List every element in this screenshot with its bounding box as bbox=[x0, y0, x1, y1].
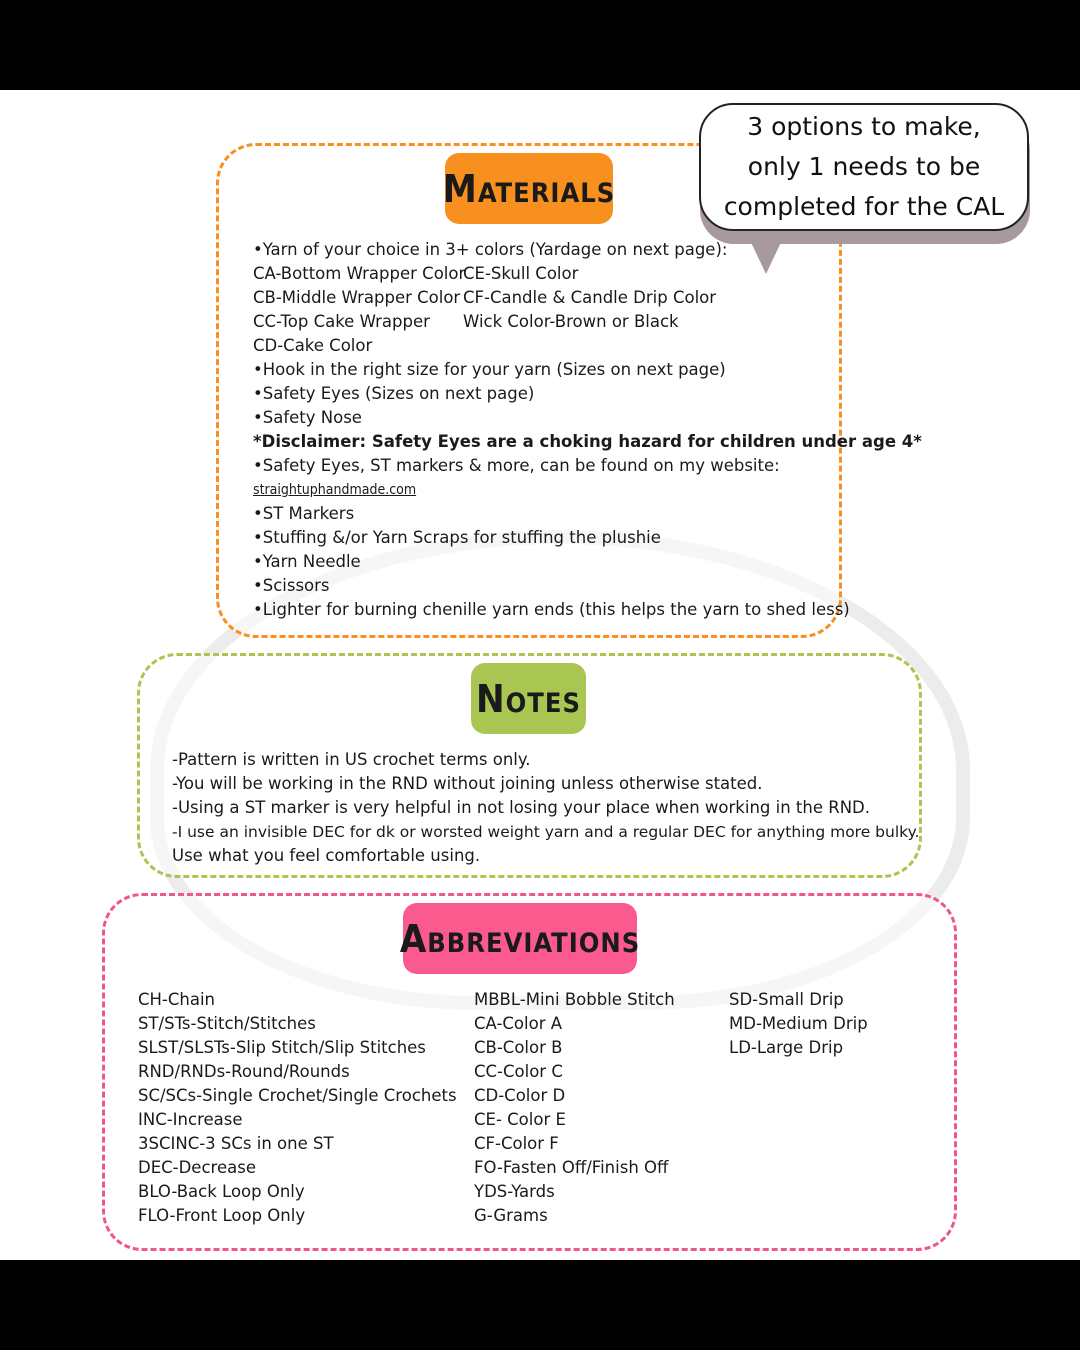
abbreviation-item: CA-Color A bbox=[474, 1014, 563, 1033]
abbreviation-item: FO-Fasten Off/Finish Off bbox=[474, 1158, 669, 1177]
materials-line: CA-Bottom Wrapper Color bbox=[253, 264, 466, 283]
abbreviation-item: YDS-Yards bbox=[474, 1182, 555, 1201]
materials-line: •ST Markers bbox=[253, 504, 355, 523]
abbreviation-item: CF-Color F bbox=[474, 1134, 559, 1153]
abbreviation-item: SD-Small Drip bbox=[729, 990, 844, 1009]
materials-line: •Safety Eyes (Sizes on next page) bbox=[253, 384, 535, 403]
materials-color-list bbox=[463, 262, 716, 334]
abbreviation-item: FLO-Front Loop Only bbox=[138, 1206, 306, 1225]
speech-bubble-tail bbox=[748, 236, 784, 274]
abbreviations-column-3 bbox=[729, 988, 868, 1060]
abbreviation-item: RND/RNDs-Round/Rounds bbox=[138, 1062, 350, 1081]
materials-color-line: Wick Color-Brown or Black bbox=[463, 312, 679, 331]
abbreviation-item: MBBL-Mini Bobble Stitch bbox=[474, 990, 675, 1009]
speech-bubble bbox=[699, 103, 1029, 231]
abbreviation-item: SLST/SLSTs-Slip Stitch/Slip Stitches bbox=[138, 1038, 426, 1057]
materials-line: CB-Middle Wrapper Color bbox=[253, 288, 461, 307]
abbreviation-item: BLO-Back Loop Only bbox=[138, 1182, 305, 1201]
materials-line: CD-Cake Color bbox=[253, 336, 373, 355]
notes-line: -Pattern is written in US crochet terms only. bbox=[172, 750, 531, 769]
materials-line: •Yarn of your choice in 3+ colors (Yardage on next page): bbox=[253, 240, 728, 259]
abbreviation-item: DEC-Decrease bbox=[138, 1158, 256, 1177]
website-link[interactable]: straightuphandmade.com bbox=[253, 482, 417, 498]
abbreviation-item: LD-Large Drip bbox=[729, 1038, 844, 1057]
notes-line: -Using a ST marker is very helpful in not losing your place when working in the RND. bbox=[172, 798, 870, 817]
materials-line: •Safety Nose bbox=[253, 408, 362, 427]
materials-color-line: CE-Skull Color bbox=[463, 264, 579, 283]
abbreviations-heading: Abbreviations bbox=[403, 903, 637, 974]
bubble-line: 3 options to make, bbox=[747, 112, 981, 141]
abbreviations-column-2 bbox=[474, 988, 675, 1228]
abbreviations-column-1 bbox=[138, 988, 457, 1228]
abbreviation-item: CH-Chain bbox=[138, 990, 216, 1009]
materials-heading: Materials bbox=[445, 153, 613, 224]
materials-line: •Scissors bbox=[253, 576, 330, 595]
materials-line: •Safety Eyes, ST markers & more, can be found on my website: bbox=[253, 456, 780, 475]
abbreviation-item: ST/STs-Stitch/Stitches bbox=[138, 1014, 316, 1033]
abbreviation-item: CE- Color E bbox=[474, 1110, 566, 1129]
abbreviation-item: SC/SCs-Single Crochet/Single Crochets bbox=[138, 1086, 457, 1105]
disclaimer-text: *Disclaimer: Safety Eyes are a choking hazard for children under age 4* bbox=[253, 432, 922, 451]
notes-line: -I use an invisible DEC for dk or worsted weight yarn and a regular DEC for anything more bulky. bbox=[172, 823, 920, 841]
notes-line: Use what you feel comfortable using. bbox=[172, 846, 481, 865]
bubble-line: only 1 needs to be bbox=[747, 152, 981, 181]
abbreviation-item: CB-Color B bbox=[474, 1038, 563, 1057]
abbreviation-item: CC-Color C bbox=[474, 1062, 563, 1081]
materials-line: •Stuffing &/or Yarn Scraps for stuffing the plushie bbox=[253, 528, 661, 547]
materials-line: CC-Top Cake Wrapper bbox=[253, 312, 430, 331]
abbreviation-item: 3SCINC-3 SCs in one ST bbox=[138, 1134, 334, 1153]
materials-line: •Lighter for burning chenille yarn ends (this helps the yarn to shed less) bbox=[253, 600, 850, 619]
abbreviation-item: MD-Medium Drip bbox=[729, 1014, 868, 1033]
materials-line: •Hook in the right size for your yarn (Sizes on next page) bbox=[253, 360, 726, 379]
materials-color-line: CF-Candle & Candle Drip Color bbox=[463, 288, 717, 307]
bubble-line: completed for the CAL bbox=[723, 192, 1005, 221]
abbreviation-item: G-Grams bbox=[474, 1206, 548, 1225]
notes-heading: Notes bbox=[471, 663, 586, 734]
materials-line: •Yarn Needle bbox=[253, 552, 361, 571]
notes-list bbox=[172, 748, 919, 868]
notes-line: -You will be working in the RND without joining unless otherwise stated. bbox=[172, 774, 763, 793]
abbreviation-item: CD-Color D bbox=[474, 1086, 566, 1105]
abbreviation-item: INC-Increase bbox=[138, 1110, 243, 1129]
